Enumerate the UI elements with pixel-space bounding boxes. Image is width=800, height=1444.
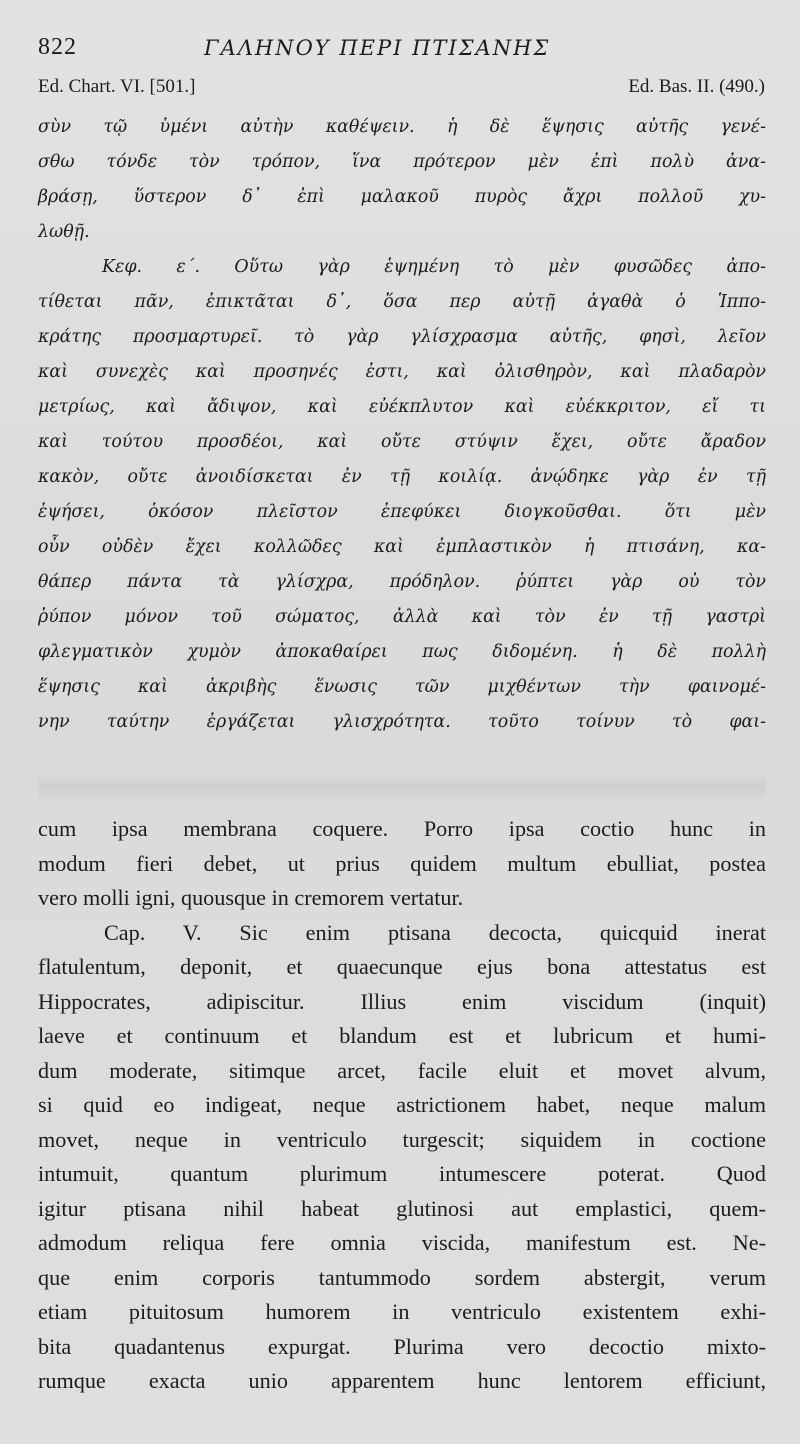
greek-chapter-heading-line: Κεφ. ε΄. Οὕτω γὰρ ἑψημένη τὸ μὲν φυσῶδες ἀπο-: [102, 257, 766, 277]
greek-line: βράσῃ, ὕστερον δ᾽ ἐπὶ μαλακοῦ πυρὸς ἄχρι πολλοῦ χυ-: [38, 187, 766, 207]
latin-text: [38, 812, 766, 1399]
edition-chartier: Ed. Chart. VI. [501.]: [38, 76, 196, 97]
latin-line: vero molli igni, quousque in cremorem vertatur.: [38, 885, 464, 910]
greek-line: καὶ συνεχὲς καὶ προσηνές ἐστι, καὶ ὀλισθηρὸν, καὶ πλαδαρὸν: [38, 362, 766, 382]
greek-line: λωθῇ.: [38, 222, 90, 242]
latin-line: cum ipsa membrana coquere. Porro ipsa coctio hunc in: [38, 816, 766, 841]
greek-line: οὖν οὐδὲν ἔχει κολλῶδες καὶ ἐμπλαστικὸν ἡ πτισάνη, κα-: [38, 537, 766, 557]
latin-line: etiam pituitosum humorem in ventriculo existentem exhi-: [38, 1299, 766, 1324]
greek-line: καὶ τούτου προσδέοι, καὶ οὔτε στύψιν ἔχει, οὔτε ἄραδον: [38, 432, 766, 452]
latin-line: que enim corporis tantummodo sordem abstergit, verum: [38, 1264, 766, 1290]
latin-line: laeve et continuum et blandum est et lubricum et humi-: [38, 1023, 766, 1048]
latin-line: igitur ptisana nihil habeat glutinosi aut emplastici, quem-: [38, 1195, 766, 1221]
latin-line: flatulentum, deponit, et quaecunque ejus bona attestatus est: [38, 954, 766, 979]
latin-line: bita quadantenus expurgat. Plurima vero decoctio mixto-: [38, 1333, 766, 1359]
page-number: 822: [38, 34, 77, 60]
latin-line: Hippocrates, adipiscitur. Illius enim viscidum (inquit): [38, 988, 766, 1014]
latin-line: modum fieri debet, ut prius quidem multum ebulliat, postea: [38, 850, 766, 876]
greek-text: [38, 110, 766, 740]
greek-line: θάπερ πάντα τὰ γλίσχρα, πρόδηλον. ῥύπτει γὰρ οὐ τὸν: [38, 572, 766, 592]
latin-line: dum moderate, sitimque arcet, facile eluit et movet alvum,: [38, 1057, 766, 1083]
greek-line: φλεγματικὸν χυμὸν ἀποκαθαίρει πως διδομένη. ἡ δὲ πολλὴ: [38, 642, 766, 662]
edition-basel: Ed. Bas. II. (490.): [628, 76, 765, 97]
greek-line: ῥύπον μόνον τοῦ σώματος, ἀλλὰ καὶ τὸν ἐν τῇ γαστρὶ: [38, 607, 766, 627]
latin-line: admodum reliqua fere omnia viscida, manifestum est. Ne-: [38, 1230, 766, 1255]
latin-line: si quid eo indigeat, neque astrictionem habet, neque malum: [38, 1092, 766, 1117]
greek-line: τίθεται πᾶν, ἐπικτᾶται δ᾽, ὅσα περ αὐτῇ ἀγαθὰ ὁ Ἱππο-: [38, 292, 766, 312]
greek-line: μετρίως, καὶ ἄδιψον, καὶ εὐέκπλυτον καὶ εὐέκκριτον, εἴ τι: [38, 397, 766, 417]
greek-line: ἑψήσει, ὁκόσον πλεῖστον ἐπεφύκει διογκοῦσθαι. ὅτι μὲν: [38, 502, 766, 522]
greek-line: ἕψησις καὶ ἀκριβὴς ἕνωσις τῶν μιχθέντων τὴν φαινομέ-: [38, 677, 766, 697]
latin-line: intumuit, quantum plurimum intumescere poterat. Quod: [38, 1161, 766, 1186]
greek-line: κακὸν, οὔτε ἀνοιδίσκεται ἐν τῇ κοιλίᾳ. ἀνῴδηκε γὰρ ἐν τῇ: [38, 467, 766, 487]
greek-line: σθω τόνδε τὸν τρόπον, ἵνα πρότερον μὲν ἐπὶ πολὺ ἀνα-: [38, 152, 766, 172]
greek-line: νην ταύτην ἐργάζεται γλισχρότητα. τοῦτο τοίνυν τὸ φαι-: [38, 712, 766, 732]
page-header: [36, 28, 766, 68]
greek-line: σὺν τῷ ὑμένι αὐτὴν καθέψειν. ἡ δὲ ἕψησις αὐτῆς γενέ-: [38, 117, 766, 137]
latin-line: rumque exacta unio apparentem hunc lentorem efficiunt,: [38, 1368, 766, 1393]
latin-chapter-heading-line: Cap. V. Sic enim ptisana decocta, quicquid inerat: [104, 919, 766, 945]
bleed-through-band: [38, 772, 766, 802]
running-title: ΓΑΛΗΝΟΥ ΠΕΡΙ ΠΤΙΣΑΝΗΣ: [204, 36, 551, 60]
greek-line: κράτης προσμαρτυρεῖ. τὸ γὰρ γλίσχρασμα αὐτῆς, φησὶ, λεῖον: [38, 327, 766, 347]
latin-line: movet, neque in ventriculo turgescit; siquidem in coctione: [38, 1126, 766, 1152]
edition-references: [38, 76, 765, 102]
